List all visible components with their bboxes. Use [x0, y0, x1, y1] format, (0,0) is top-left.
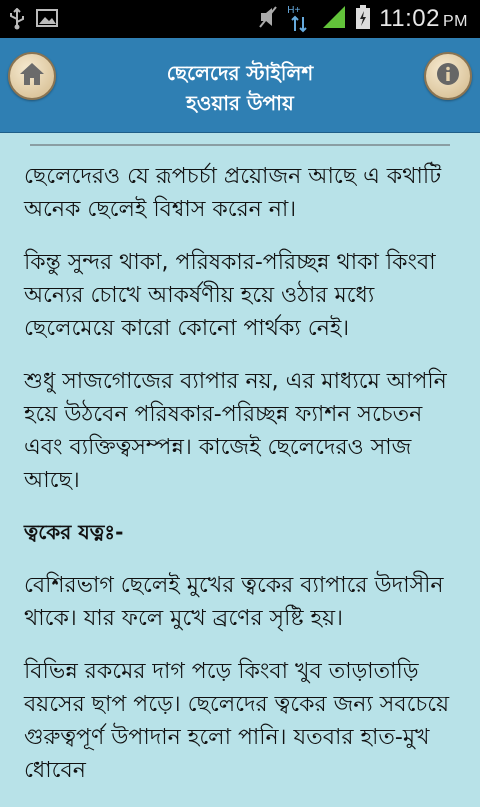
usb-icon	[8, 8, 26, 34]
app-header	[0, 38, 480, 133]
paragraph: বিভিন্ন রকমের দাগ পড়ে কিংবা খুব তাড়াতাড়ি বয়সের ছাপ পড়ে। ছেলেদের ত্বকের জন্য সবচেয়ে গুরুত্বপূর্ণ উপাদান হলো পানি। যতবার হাত-মুখ ধোবেন	[24, 659, 450, 783]
status-time	[379, 5, 468, 33]
image-icon	[36, 8, 58, 34]
paragraph: কিন্তু সুন্দর থাকা, পরিষকার-পরিচ্ছন্ন থাকা কিংবা অন্যের চোখে আকর্ষণীয় হয়ে ওঠার মধ্যে ছেলেমেয়ে কারো কোনো পার্থক্য নেই।	[24, 250, 436, 341]
clock-ampm: PM	[443, 13, 468, 30]
page-title	[90, 58, 390, 118]
paragraph: ছেলেদেরও যে রূপচর্চা প্রয়োজন আছে এ কথাটি অনেক ছেলেই বিশ্বাস করেন না।	[24, 164, 442, 222]
section-heading: ত্বকের যত্নঃ-	[24, 520, 124, 544]
status-bar	[0, 0, 480, 38]
signal-icon	[321, 5, 347, 33]
title-line-1: ছেলেদের স্টাইলিশ	[166, 61, 314, 85]
clock-time: 11:02	[379, 5, 440, 32]
info-button[interactable]	[424, 52, 472, 100]
paragraph: বেশিরভাগ ছেলেই মুখের ত্বকের ব্যাপারে উদাসীন থাকে। যার ফলে মুখে ব্রণের সৃষ্টি হয়।	[24, 573, 444, 631]
content-divider	[30, 144, 450, 146]
article-body	[24, 160, 456, 807]
paragraph: শুধু সাজগোজের ব্যাপার নয়, এর মাধ্যমে আপনি হয়ে উঠবেন পরিষকার-পরিচ্ছন্ন ফ্যাশন সচেতন এবং ব্যক্তিত্বসম্পন্ন। কাজেই ছেলেদেরও সাজ আছে।	[24, 369, 447, 493]
title-line-2: হওয়ার উপায়	[186, 91, 294, 115]
info-icon	[435, 61, 461, 91]
home-icon	[18, 61, 46, 91]
network-label: H+	[287, 5, 301, 16]
mute-icon	[257, 4, 279, 34]
network-type-icon	[287, 5, 313, 33]
home-button[interactable]	[8, 52, 56, 100]
battery-charging-icon	[355, 4, 371, 34]
